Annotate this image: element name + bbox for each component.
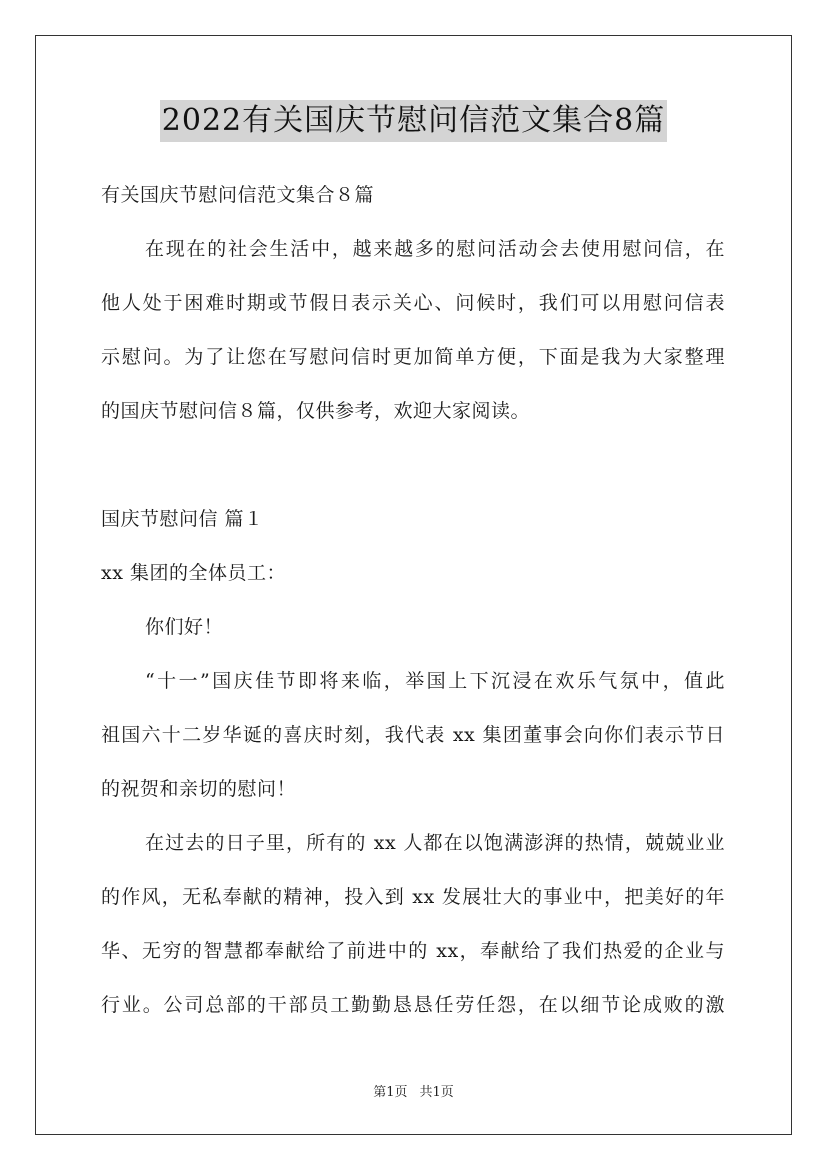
document-subtitle: 有关国庆节慰问信范文集合８篇 (101, 184, 375, 206)
paragraph2-line-2: 的作风，无私奉献的精神，投入到 xx 发展壮大的事业中，把美好的年 (101, 886, 725, 908)
paragraph2-line-1: 在过去的日子里，所有的 xx 人都在以饱满澎湃的热情，兢兢业业 (145, 832, 725, 854)
section-heading: 国庆节慰问信 篇１ (101, 508, 264, 530)
intro-line-4: 的国庆节慰问信８篇，仅供参考，欢迎大家阅读。 (101, 400, 531, 422)
page-footer (0, 1084, 827, 1102)
paragraph2-line-4: 行业。公司总部的干部员工勤勤恳恳任劳任怨，在以细节论成败的激 (101, 994, 725, 1016)
paragraph2-line-3: 华、无穷的智慧都奉献给了前进中的 xx，奉献给了我们热爱的企业与 (101, 940, 725, 962)
page-total: 共1页 (419, 1085, 454, 1100)
title-container (0, 100, 827, 142)
paragraph1-line-2: 祖国六十二岁华诞的喜庆时刻，我代表 xx 集团董事会向你们表示节日 (101, 724, 725, 746)
intro-line-1: 在现在的社会生活中，越来越多的慰问活动会去使用慰问信，在 (145, 238, 725, 260)
salutation: xx 集团的全体员工： (101, 562, 286, 584)
paragraph1-line-3: 的祝贺和亲切的慰问！ (101, 778, 297, 800)
paragraph1-line-1: “十一”国庆佳节即将来临，举国上下沉浸在欢乐气氛中，值此 (145, 670, 725, 692)
intro-line-3: 示慰问。为了让您在写慰问信时更加简单方便，下面是我为大家整理 (101, 346, 725, 368)
intro-line-2: 他人处于困难时期或节假日表示关心、问候时，我们可以用慰问信表 (101, 292, 725, 314)
greeting: 你们好！ (145, 616, 224, 638)
document-title: 2022有关国庆节慰问信范文集合8篇 (160, 100, 667, 142)
page-number: 第1页 (373, 1085, 408, 1100)
